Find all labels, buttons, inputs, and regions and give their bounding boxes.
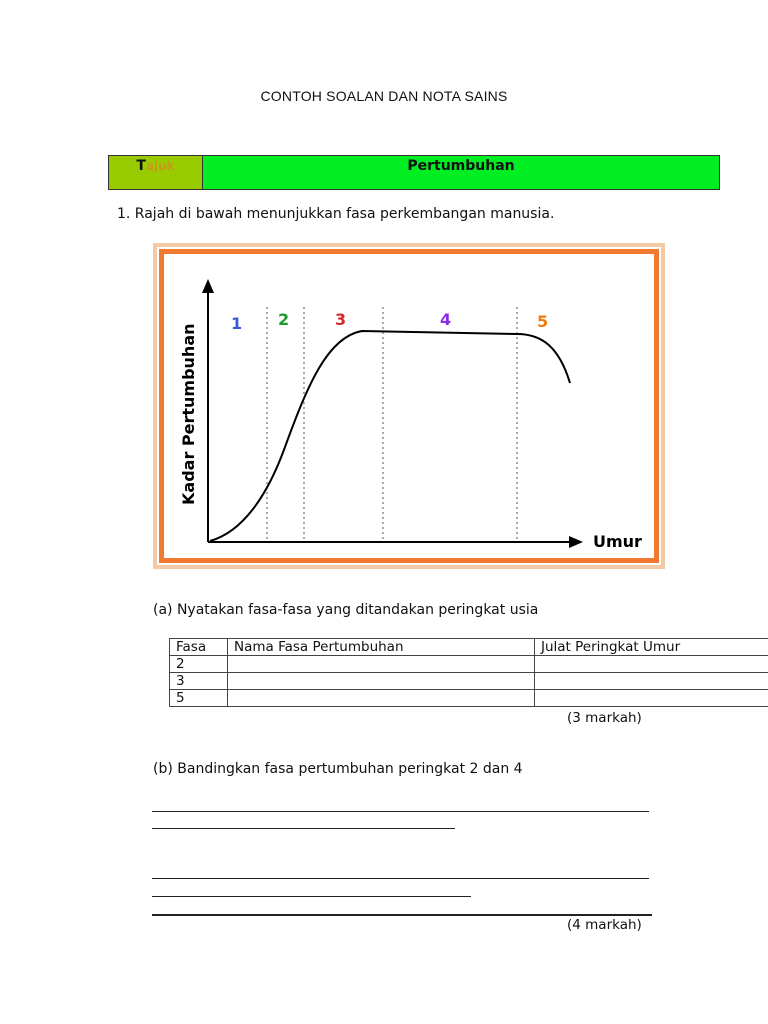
phase-table [169,638,768,707]
phase-label-1: 1 [231,314,243,333]
part-b-marks: (4 markah) [567,917,642,933]
table-header-julat: Julat Peringkat Umur [535,639,768,656]
table-cell-nama-answer[interactable] [228,656,535,673]
answer-line-4[interactable] [152,896,471,897]
table-cell-nama-answer[interactable] [228,673,535,690]
table-header-nama: Nama Fasa Pertumbuhan [228,639,535,656]
part-b-question: (b) Bandingkan fasa pertumbuhan peringkat 2 dan 4 [153,761,523,777]
question-1: 1. Rajah di bawah menunjukkan fasa perkembangan manusia. [117,206,555,222]
table-cell-julat-answer[interactable] [535,656,768,673]
table-header-row [170,639,768,656]
answer-line-1[interactable] [152,811,649,812]
growth-chart-svg [157,247,661,565]
x-axis-label: Umur [593,532,642,551]
table-cell-fasa: 3 [170,673,228,690]
growth-curve [210,331,570,541]
table-row [170,673,768,690]
answer-line-2[interactable] [152,828,455,829]
document-title: CONTOH SOALAN DAN NOTA SAINS [260,88,508,104]
topic-bar [108,155,720,190]
table-cell-fasa: 2 [170,656,228,673]
table-row [170,656,768,673]
y-axis-label: Kadar Pertumbuhan [179,323,198,505]
x-axis-arrow-icon [569,536,583,548]
answer-line-5[interactable] [152,914,652,916]
phase-label-2: 2 [278,310,290,329]
phase-label-3: 3 [335,310,347,329]
y-axis-arrow-icon [202,279,214,293]
topic-label-faded: ajuk [145,159,175,173]
table-row [170,690,768,707]
phase-label-4: 4 [440,310,452,329]
table-header-fasa: Fasa [170,639,228,656]
growth-figure [153,243,665,569]
answer-line-3[interactable] [152,878,649,879]
part-a-marks: (3 markah) [567,710,642,726]
table-cell-julat-answer[interactable] [535,673,768,690]
phase-label-5: 5 [537,312,549,331]
topic-name: Pertumbuhan [203,156,719,189]
topic-label: T [136,158,146,174]
part-a-question: (a) Nyatakan fasa-fasa yang ditandakan peringkat usia [153,602,539,618]
topic-label-cell [109,156,203,189]
table-cell-fasa: 5 [170,690,228,707]
table-cell-nama-answer[interactable] [228,690,535,707]
table-cell-julat-answer[interactable] [535,690,768,707]
